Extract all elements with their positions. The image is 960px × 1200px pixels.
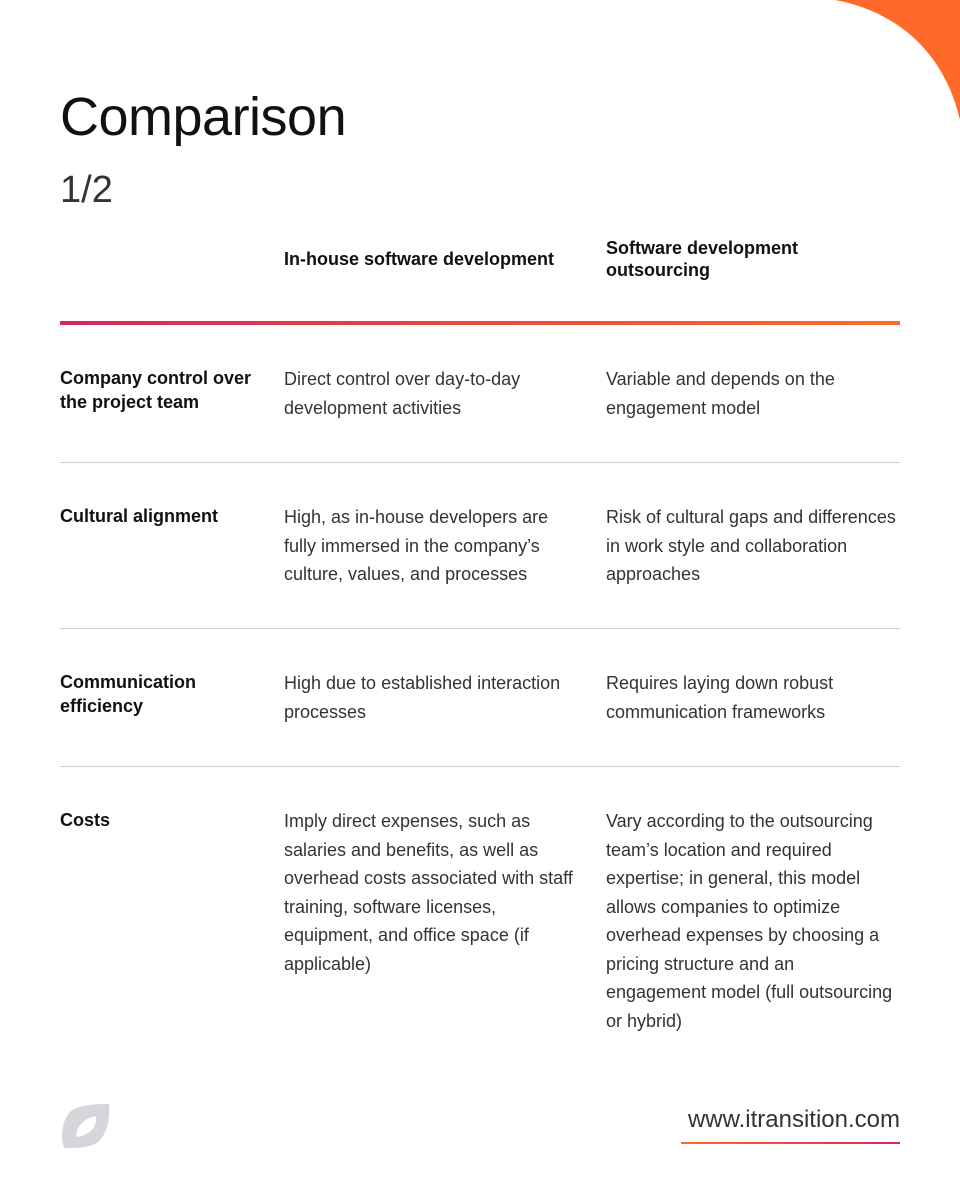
website-underline [681,1142,900,1144]
page-title: Comparison [60,87,347,147]
page-indicator: 1/2 [60,169,113,211]
row-divider [60,462,900,463]
itransition-leaf-logo-icon [60,1104,110,1148]
row-divider [60,628,900,629]
row-label: Costs [60,810,111,830]
row-label: Communication efficiency [60,672,197,716]
column-header-outsourcing: Software development outsourcing [606,238,799,280]
in-house-cell: High due to established interaction processes [284,673,561,722]
row-divider [60,766,900,767]
column-header-in-house: In-house software development [284,249,555,269]
outsourcing-cell: Vary according to the outsourcing team’s location and required expertise; in general, this model allows companies to optimize overhead expenses by choosing a pricing structure and an engagement model (full outsourcing or hybrid) [606,811,893,1031]
row-label: Cultural alignment [60,506,219,526]
outsourcing-cell: Variable and depends on the engagement model [606,369,835,418]
website-link[interactable]: www.itransition.com [687,1106,900,1133]
row-label: Company control over the project team [60,368,252,412]
outsourcing-cell: Risk of cultural gaps and differences in work style and collaboration approaches [606,507,896,584]
corner-decoration [835,0,960,120]
in-house-cell: Direct control over day-to-day development activities [284,369,521,418]
outsourcing-cell: Requires laying down robust communication frameworks [606,673,834,722]
in-house-cell: Imply direct expenses, such as salaries and benefits, as well as overhead costs associated with staff training, software licenses, equipment, and office space (if applicable) [284,811,573,974]
header-divider [60,321,900,325]
in-house-cell: High, as in-house developers are fully immersed in the company’s culture, values, and processes [284,507,549,584]
